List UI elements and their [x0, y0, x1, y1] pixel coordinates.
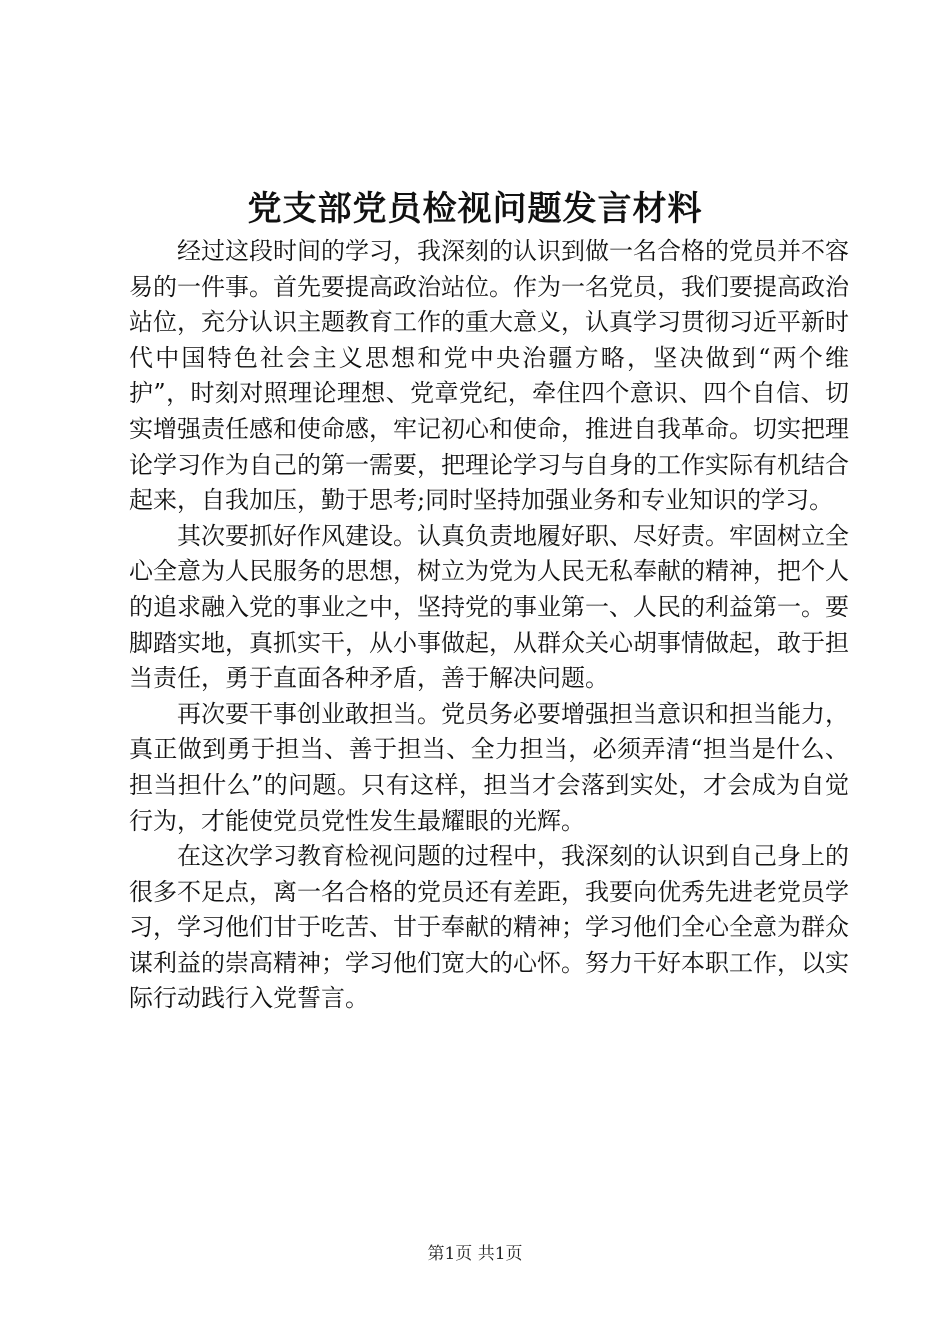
document-body: [129, 234, 849, 1017]
page-footer: 第1页 共1页: [427, 1244, 523, 1264]
paragraph-1: 经过这段时间的学习，我深刻的认识到做一名合格的党员并不容易的一件事。首先要提高政治站位。作为一名党员，我们要提高政治站位，充分认识主题教育工作的重大意义，认真学习贯彻习近平新时代中国特色社会主义思想和党中央治疆方略，坚决做到“两个维护”，时刻对照理论理想、党章党纪，牵住四个意识、四个自信、切实增强责任感和使命感，牢记初心和使命，推进自我革命。切实把理论学习作为自己的第一需要，把理论学习与自身的工作实际有机结合起来，自我加压，勤于思考;同时坚持加强业务和专业知识的学习。: [129, 237, 849, 515]
paragraph-3: 再次要干事创业敢担当。党员务必要增强担当意识和担当能力，真正做到勇于担当、善于担当、全力担当，必须弄清“担当是什么、担当担什么”的问题。只有这样，担当才会落到实处，才会成为自觉行为，才能使党员党性发生最耀眼的光辉。: [129, 699, 849, 835]
paragraph-4: 在这次学习教育检视问题的过程中，我深刻的认识到自己身上的很多不足点，离一名合格的党员还有差距，我要向优秀先进老党员学习，学习他们甘于吃苦、甘于奉献的精神；学习他们全心全意为群众谋利益的崇高精神；学习他们宽大的心怀。努力干好本职工作，以实际行动践行入党誓言。: [129, 842, 849, 1013]
paragraph-2: 其次要抓好作风建设。认真负责地履好职、尽好责。牢固树立全心全意为人民服务的思想，树立为党为人民无私奉献的精神，把个人的追求融入党的事业之中，坚持党的事业第一、人民的利益第一。要脚踏实地，真抓实干，从小事做起，从群众关心胡事情做起，敢于担当责任，勇于直面各种矛盾，善于解决问题。: [129, 521, 849, 693]
document-title: 党支部党员检视问题发言材料: [247, 189, 703, 229]
